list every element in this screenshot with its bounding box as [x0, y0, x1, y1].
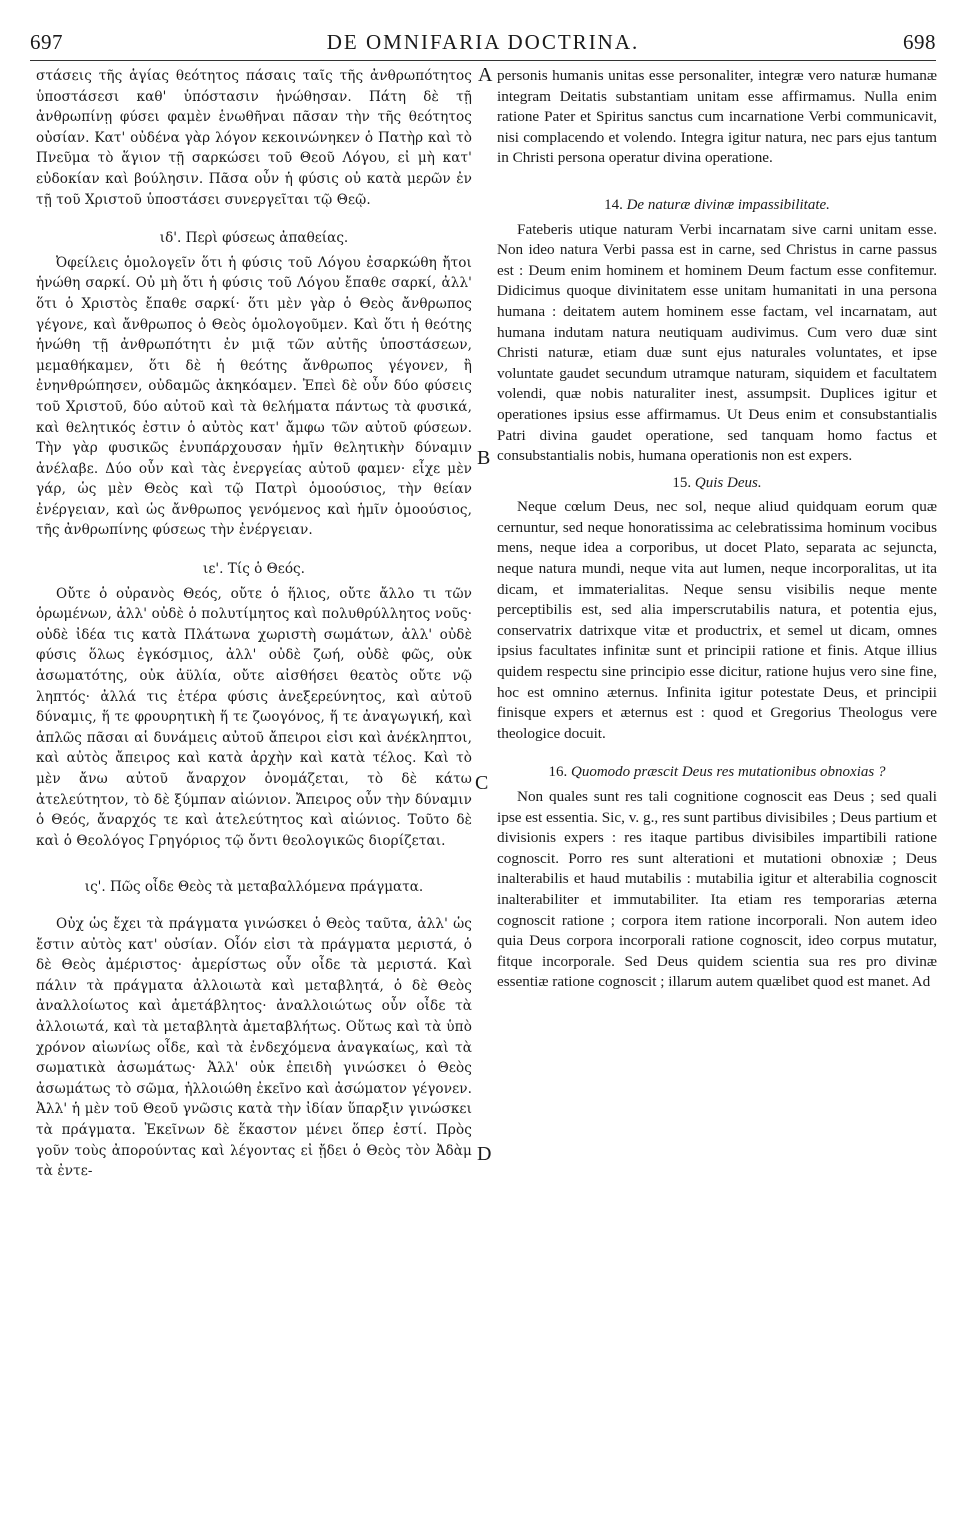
page-header: [30, 30, 936, 60]
margin-marker-c: C: [475, 772, 489, 794]
margin-marker-a: A: [478, 64, 493, 86]
latin-heading-15-number: 15.: [672, 474, 695, 491]
header-rule: [30, 60, 936, 61]
margin-marker-d: D: [477, 1143, 492, 1165]
latin-paragraph-2: Fateberis utique naturam Verbi incarnatam sive carni unitam esse. Non ideo natura Verbi passa est in carne, sed Christus in carne passus est : Deum enim hominem et hominem Deum factum esse confitemur. Didicimus quoque divinitatem esse unitam humanitati in una persona humana : deitatem autem hominem esse factam, vel incarnatam, aut humana indutam natura neutiquam audivimus. Cum vero duæ sint Christi naturæ, etiam duæ sunt ejus naturales voluntates, et ipse voluntate gaudet secundum utramque naturam, siquidem et facultatem volendi, quæ nobis naturaliter inest, assumpsit. Duplices igitur et operationes ipsius esse affirmamus. Ut Deus enim et consubstantialis Patri divina gaudet operatione, sed tanquam homo factus et consubstantialis nobis, humana operationis non est expers.: [497, 220, 937, 465]
latin-paragraph-1: personis humanis unitas esse personaliter, integræ vero naturæ humanæ integram Deitatis substantiam unitam esse affirmamus. Nulla enim ratione Pater et Spiritus sanctus cum incarnatione Verbi communicavit, nisi complacendo et volendo. Integra igitur natura, nec pars ejus tantum in Christi persona operatur divina operatione.: [497, 67, 937, 167]
latin-heading-15: [497, 473, 937, 494]
latin-heading-14: [497, 195, 937, 216]
latin-heading-14-title: De naturæ divinæ impassibilitate.: [626, 196, 830, 213]
greek-heading-16: ις'. Πῶς οἶδε Θεὸς τὰ μεταβαλλόμενα πράγματα.: [84, 879, 424, 896]
greek-heading-14: ιδ'. Περὶ φύσεως ἀπαθείας.: [159, 230, 349, 247]
greek-paragraph-3: Οὔτε ὁ οὐρανὸς Θεός, οὔτε ὁ ἥλιος, οὔτε ἄλλο τι τῶν ὁρωμένων, ἀλλ' οὐδὲ ὁ πολυτίμητος καὶ πολυθρύλλητος νοῦς· οὐδὲ ἰδέα τις κατὰ Πλάτωνα χωριστὴ σωμάτων, ἀλλ' οὐδὲ φύσις ὅλως ἐγκόσμιος, ἀλλ' οὐδὲ ζωή, οὐδὲ φῶς, οὐκ ἀσωματότης, οὐκ ἀϋλία, οὔτε αἰσθήσει θεατὸς οὔτε νῷ ληπτός· ἀλλά τις ἑτέρα φύσις ἀνεξερεύνητος, καὶ αὐτοῦ δύναμις, ἥ τε φρουρητικὴ ἥ τε ζωογόνος, ἥ τε ἀναγωγική, καὶ ἁπλῶς πᾶσαι αἱ δυνάμεις αὐτοῦ ἄπειροι εἰσι καὶ ἀνέκληπτοι, καὶ αὐτὸς ἄπειρος καὶ κατὰ ἀρχὴν καὶ κατὰ τέλος. Καὶ τὸ μὲν ἄνω αὐτοῦ ἄναρχον ὀνομάζεται, τὸ δὲ κάτω ἀτελεύτητον, τὸ δὲ ξύμπαν αἰώνιον. Ἄπειρος οὖν τὴν δύναμιν ὁ Θεός, ἄναρχός τε καὶ ἀτελεύτητος καὶ αἰώνιος. Τοῦτο δὲ καὶ ὁ Θεολόγος Γρηγόριος τῷ ὄντι θεολογικῶς διορίζεται.: [36, 585, 472, 849]
latin-paragraph-3: Neque cœlum Deus, nec sol, neque aliud quidquam eorum quæ cernuntur, sed neque honoratissima ac celebratissima hominum vocibus mens, neque idea a corporibus, ut docet Plato, separata ac sejuncta, neque natura mundi, neque vita aut lumen, neque incorporalitas, ut ita dicam, et immaterialitas. Neque sensu visibilis neque mente perceptibilis est, sed alia imperscrutabilis natura, et potentia ejus, conservatrix datrixque vitæ et productrix, et semel ut dicam, omnes ipsius facultates infinitæ sunt et principii ratione et finis. Atque illius quidem respectu sine principio esse dicitur, ratione hujus vero sine fine, hoc est omnino æternus. Infinita igitur potestate Deus, et principii finisque expers et æternus est : quod et Gregorius Theologus vere theologice docuit.: [497, 498, 937, 742]
latin-paragraph-4: Non quales sunt res tali cognitione cognoscit eas Deus ; sed quali ipse est essentia. Sic, v. g., res sunt partibus divisibiles ; Deus partium et divisionis expers : res itaque partibus divisibiles impartibili ratione cognoscit. Porro res sunt alterationi et mutationi obnoxiæ ; Deus inalterabilis et haud mutabilis : mutabilia igitur et alterabilia cognoscit inalterabiliter et immutabiliter. Ita etiam res temporarias æterna cognoscit ratione ; corpora item ratione incorporali. Non autem ideo quia Deus corpora incorporali ratione cognoscit, ideo corpus mutatur, fitque incorporale. Sed Deus quidem scientia sua res pro divinæ essentiæ ratione cognoscit ; illarum autem quælibet quod est manet. Ad: [497, 788, 937, 991]
page-number-right: 698: [903, 30, 936, 54]
latin-column: [497, 66, 937, 993]
latin-heading-16: [497, 762, 937, 783]
greek-paragraph-4: Οὐχ ὡς ἔχει τὰ πράγματα γινώσκει ὁ Θεὸς ταῦτα, ἀλλ' ὡς ἔστιν αὐτὸς κατ' οὐσίαν. Οἷόν εἰσι τὰ πράγματα μεριστά, ὁ δὲ Θεὸς ἀμέριστος· ἀμερίστως οὖν οἶδε τὰ μεριστά. Καὶ πάλιν τὰ πράγματα ἀλλοιωτὰ καὶ μεταβλητά, ὁ δὲ Θεὸς ἀναλλοίωτος καὶ ἀμετάβλητος· ἀναλλοιώτως οὖν οἶδε τὰ ἀλλοιωτά, καὶ τὰ μεταβλητὰ ἀμεταβλήτως. Οὕτως καὶ τὰ ὑπὸ χρόνον αἰωνίως οἶδε, καὶ τὰ ἐνδεχόμενα ἀναγκαίως, καὶ τὰ σωματικὰ ἀσωμάτως· Ἀλλ' οὐκ ἐπειδὴ γινώσκει ὁ Θεὸς ἀσωμάτως τὸ σῶμα, ἠλλοιώθη ἐκεῖνο καὶ ἀσώματον γέγονεν. Ἀλλ' ἡ μὲν τοῦ Θεοῦ γνῶσις κατὰ τὴν ἰδίαν ὕπαρξιν γινώσκει τὰ πράγματα. Ἐκεῖνων δὲ ἕκαστον μένει ὅπερ ἐστί. Πρὸς γοῦν τοὺς ἀπορούντας καὶ λέγοντας εἰ ᾔδει ὁ Θεὸς τὸν Ἀδὰμ τὰ ἐντε-: [36, 915, 472, 1180]
greek-paragraph-1: στάσεις τῆς ἁγίας θεότητος πάσαις ταῖς τῆς ἀνθρωπότητος ὑποστάσεσι καθ' ὑπόστασιν ἡνώθησαν. Πάτη δὲ τῇ ἀνθρωπίνῃ φύσει φαμὲν ἑνωθῆναι πᾶσαν τὴν τῆς θεότητος οὐσίαν. Κατ' οὐδένα γὰρ λόγον κεκοινώνηκεν ὁ Πατὴρ καὶ τὸ Πνεῦμα τὸ ἅγιον τῇ σαρκώσει τοῦ Θεοῦ Λόγου, εἰ μὴ κατ' εὐδοκίαν καὶ βούλησιν. Πᾶσα οὖν ἡ φύσις οὐ κατὰ μερῶν ἐν τῇ τοῦ Χριστοῦ ὑποστάσει συνεργεῖται τῷ Θεῷ.: [36, 68, 472, 208]
page-number-left: 697: [30, 30, 63, 54]
running-title: DE OMNIFARIA DOCTRINA.: [326, 30, 640, 54]
greek-heading-15: ιε'. Τίς ὁ Θεός.: [203, 561, 305, 578]
latin-heading-16-title: Quomodo præscit Deus res mutationibus obnoxias ?: [571, 764, 886, 781]
latin-heading-15-title: Quis Deus.: [694, 474, 762, 491]
greek-paragraph-2: Ὀφείλεις ὁμολογεῖν ὅτι ἡ φύσις τοῦ Λόγου ἐσαρκώθη ἤτοι ἡνώθη σαρκί. Οὐ μὴ ὅτι ἡ φύσις τοῦ Λόγου ἔπαθε σαρκί, ἀλλ' ὅτι ὁ Χριστὸς ἔπαθε σαρκί· ὅτι μὲν γὰρ ὁ Θεὸς ἄνθρωπος γέγονε, καὶ ἄνθρωπος ὁ Θεὸς ὁμολογοῦμεν. Καὶ ὅτι ἡ θεότης ἡνώθη τῇ ἀνθρωπότητι ἐν μιᾷ τῶν αὐτῆς ὑποστάσεων, μεμαθήκαμεν, ὅτι δὲ ἡ θεότης ἄνθρωπος γέγονεν, ἢ ἐνηνθρώπησεν, οὐδαμῶς ἀκηκόαμεν. Ἐπεὶ δὲ οὖν δύο φύσεις τοῦ Χριστοῦ, δύο αὐτοῦ καὶ τὰ θελήματα πάντως τὰ φυσικά, καὶ θελητικός ἐστιν ὁ αὐτὸς κατ' ἄμφω τῶν αὐτοῦ φύσεων. Τὴν γὰρ φυσικῶς ἐνυπάρχουσαν ἡμῖν θελητικὴν δύναμιν ἀνέλαβε. Δύο οὖν καὶ τὰς ἐνεργείας αὐτοῦ φαμεν· εἶχε μὲν γάρ, ὡς μὲν Θεὸς καὶ τῷ Πατρὶ ὁμοούσιος, τὴν θείαν ἐνέργειαν, καὶ ὡς ἄνθρωπος γενόμενος καὶ ἡμῖν ὁμοούσιος, τῆς ἀνθρωπίνης φύσεως τὴν ἐνέργειαν.: [36, 254, 472, 539]
margin-marker-b: B: [477, 447, 491, 469]
greek-column: [36, 66, 472, 1182]
latin-heading-16-number: 16.: [548, 764, 572, 781]
latin-heading-14-number: 14.: [604, 196, 627, 213]
